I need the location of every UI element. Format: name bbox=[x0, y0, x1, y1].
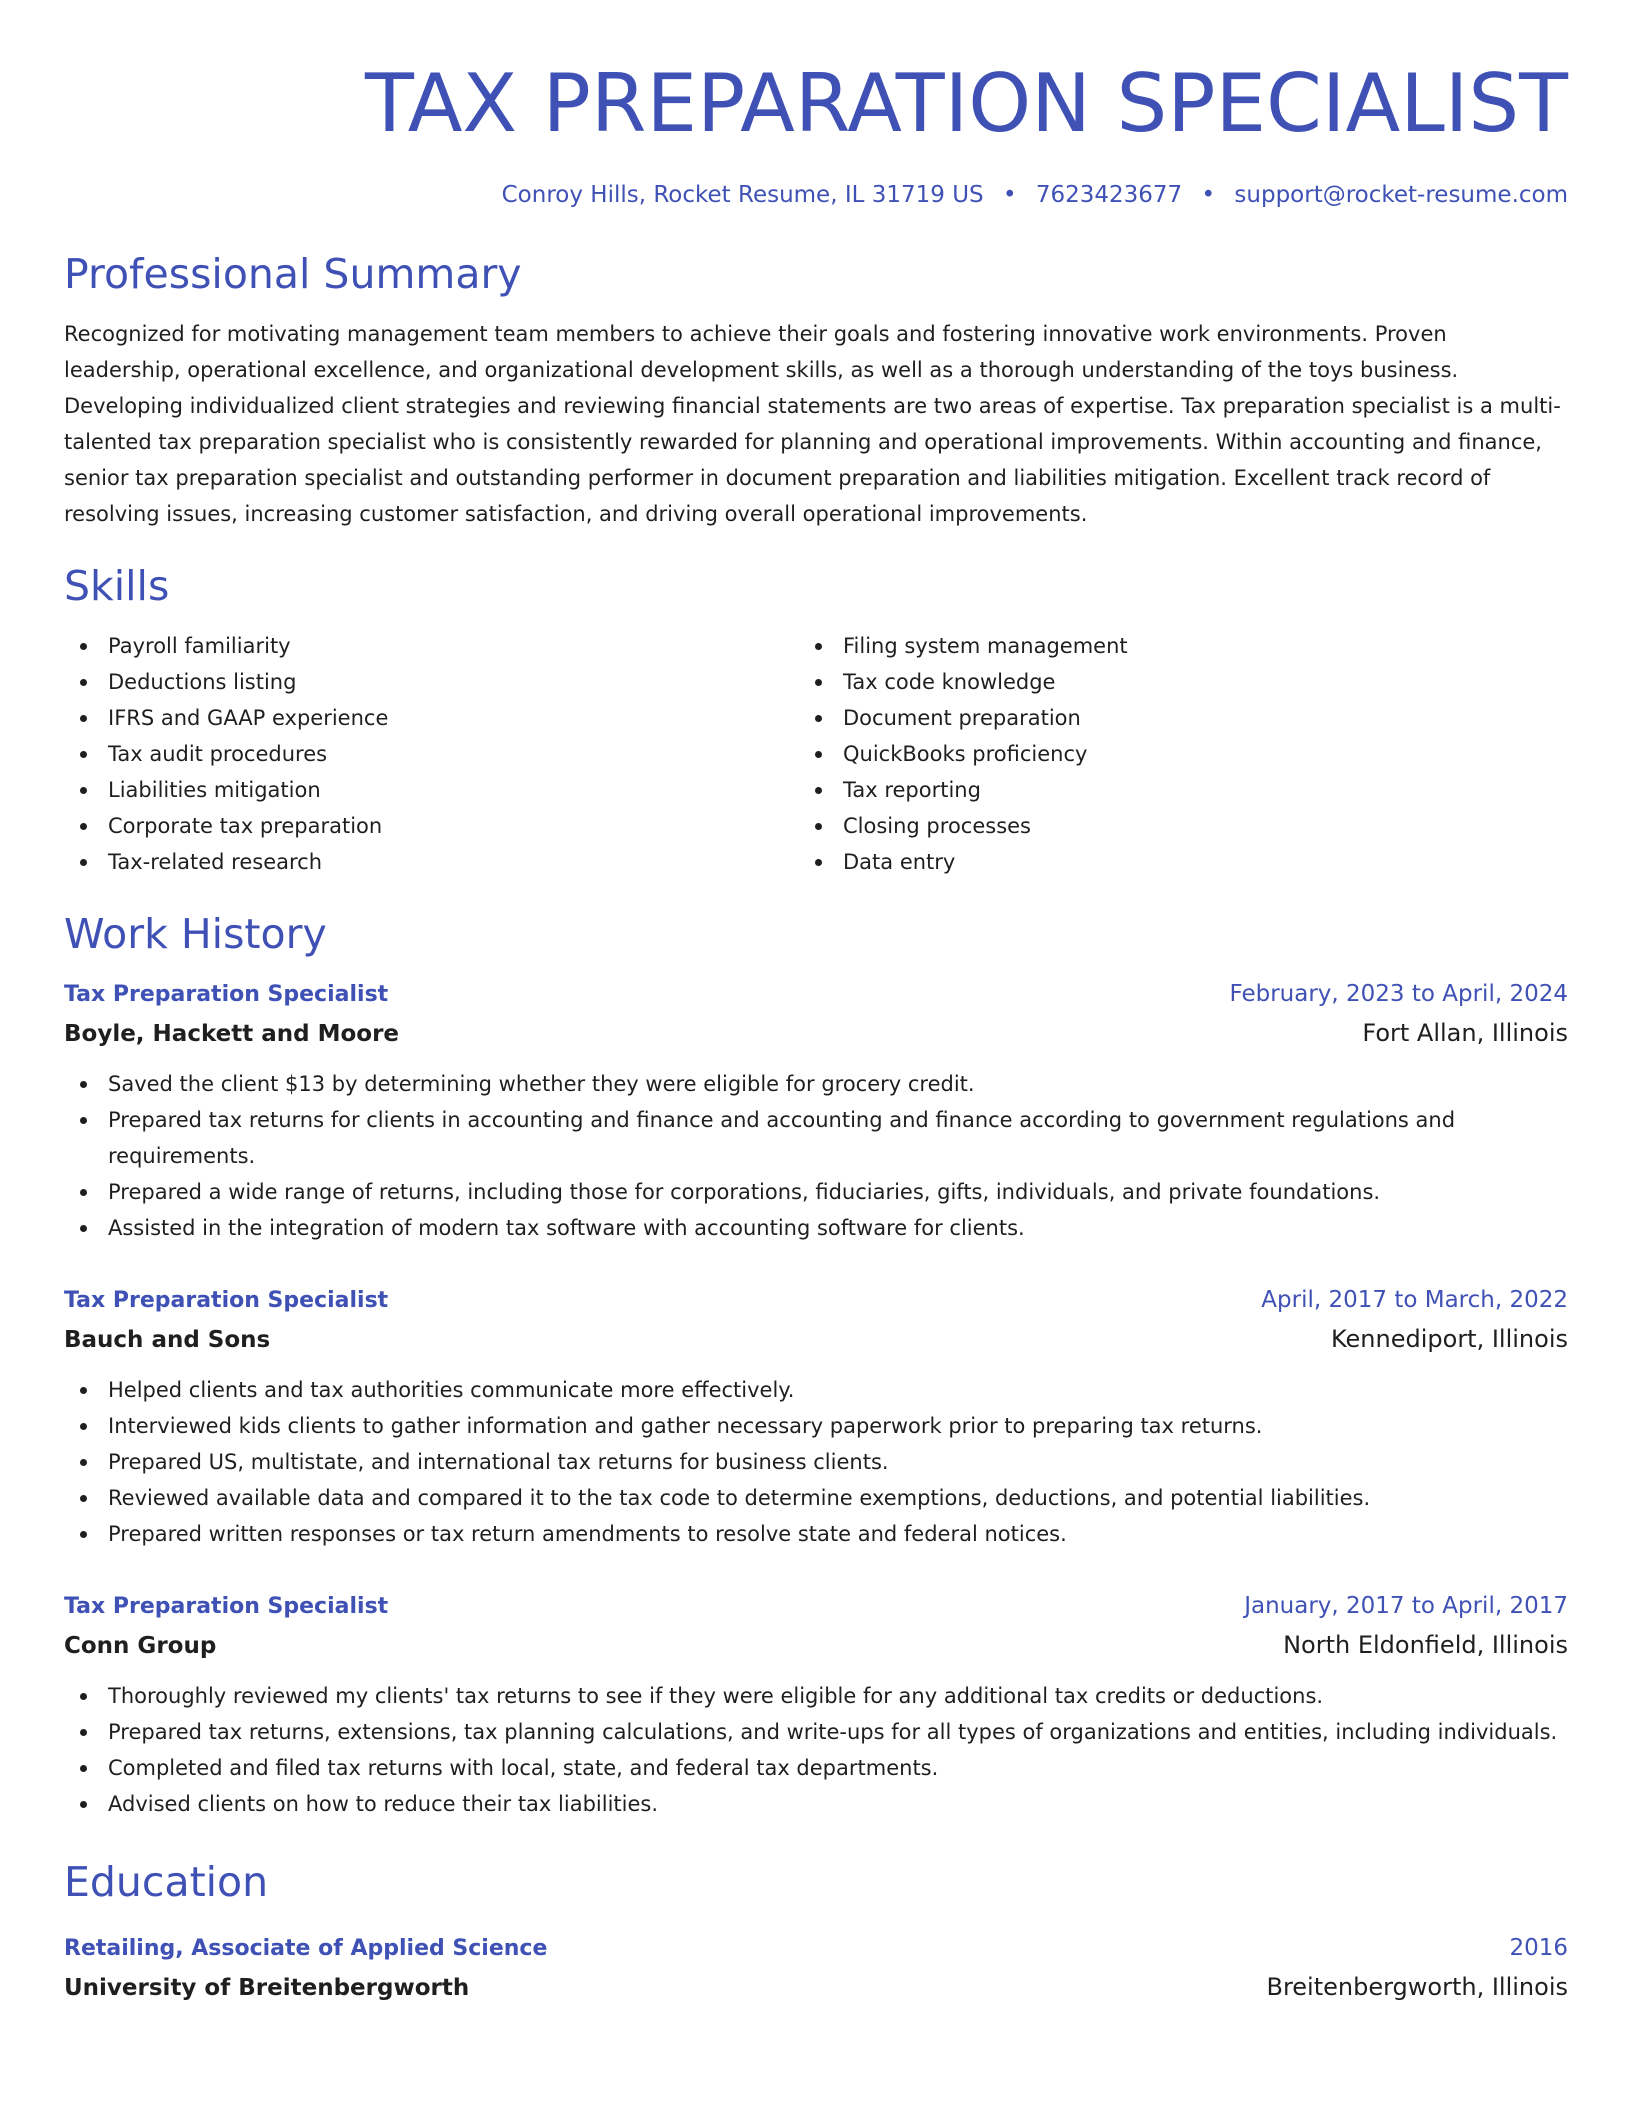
skill-item: Payroll familiarity bbox=[64, 628, 799, 664]
skill-item: IFRS and GAAP experience bbox=[64, 700, 799, 736]
section-title-work-history: Work History bbox=[64, 910, 327, 958]
job-location: North Eldonfield, Illinois bbox=[1283, 1631, 1568, 1659]
education-school-row bbox=[64, 1967, 1568, 2008]
job-bullet: Prepared written responses or tax return amendments to resolve state and federal notices. bbox=[64, 1516, 1568, 1552]
education-location: Breitenbergworth, Illinois bbox=[1266, 1973, 1568, 2001]
job-bullets bbox=[64, 1066, 1568, 1246]
education-year: 2016 bbox=[1509, 1935, 1568, 1961]
job-title-row bbox=[64, 976, 1568, 1013]
job-company: Conn Group bbox=[64, 1633, 217, 1659]
job-entry bbox=[64, 976, 1568, 1246]
job-company: Bauch and Sons bbox=[64, 1327, 271, 1353]
skills-section bbox=[64, 560, 1568, 880]
job-dates: April, 2017 to March, 2022 bbox=[1261, 1287, 1568, 1313]
job-company-row bbox=[64, 1319, 1568, 1360]
skill-item: Tax code knowledge bbox=[799, 664, 1534, 700]
skills-column-left bbox=[64, 628, 799, 880]
skill-item: Deductions listing bbox=[64, 664, 799, 700]
skill-item: Tax reporting bbox=[799, 772, 1534, 808]
education-school: University of Breitenbergworth bbox=[64, 1975, 470, 2001]
job-bullet: Completed and filed tax returns with local, state, and federal tax departments. bbox=[64, 1750, 1568, 1786]
job-bullet: Prepared tax returns for clients in accounting and finance and accounting and finance according to government regulations and requirements. bbox=[64, 1102, 1568, 1174]
job-bullet: Prepared tax returns, extensions, tax planning calculations, and write-ups for all types of organizations and entities, including individuals. bbox=[64, 1714, 1568, 1750]
contact-email: support@rocket-resume.com bbox=[1234, 182, 1568, 208]
job-title-row bbox=[64, 1282, 1568, 1319]
skill-item: Data entry bbox=[799, 844, 1534, 880]
skill-item: Tax-related research bbox=[64, 844, 799, 880]
education-degree-row bbox=[64, 1930, 1568, 1967]
resume-header bbox=[64, 58, 1568, 210]
job-bullets bbox=[64, 1372, 1568, 1552]
education-degree: Retailing, Associate of Applied Science bbox=[64, 1936, 548, 1961]
section-title-skills: Skills bbox=[64, 562, 170, 610]
job-bullets bbox=[64, 1678, 1568, 1822]
education-section bbox=[64, 1856, 1568, 2008]
contact-separator: • bbox=[1002, 182, 1017, 208]
job-entry bbox=[64, 1282, 1568, 1552]
job-dates: February, 2023 to April, 2024 bbox=[1229, 981, 1568, 1007]
job-company-row bbox=[64, 1625, 1568, 1666]
contact-separator: • bbox=[1201, 182, 1216, 208]
job-bullet: Prepared US, multistate, and international tax returns for business clients. bbox=[64, 1444, 1568, 1480]
job-company-row bbox=[64, 1013, 1568, 1054]
job-location: Fort Allan, Illinois bbox=[1362, 1019, 1568, 1047]
work-history-section bbox=[64, 908, 1568, 1822]
skill-item: Closing processes bbox=[799, 808, 1534, 844]
job-dates: January, 2017 to April, 2017 bbox=[1244, 1593, 1568, 1619]
job-bullet: Reviewed available data and compared it to the tax code to determine exemptions, deductions, and potential liabilities. bbox=[64, 1480, 1568, 1516]
skill-item: Filing system management bbox=[799, 628, 1534, 664]
job-bullet: Assisted in the integration of modern tax software with accounting software for clients. bbox=[64, 1210, 1568, 1246]
skill-item: Liabilities mitigation bbox=[64, 772, 799, 808]
job-bullet: Advised clients on how to reduce their tax liabilities. bbox=[64, 1786, 1568, 1822]
job-title: Tax Preparation Specialist bbox=[64, 1288, 389, 1313]
job-title-row bbox=[64, 1588, 1568, 1625]
contact-line bbox=[64, 180, 1568, 210]
skills-grid bbox=[64, 628, 1568, 880]
job-location: Kennediport, Illinois bbox=[1331, 1325, 1568, 1353]
skills-column-right bbox=[799, 628, 1534, 880]
job-bullet: Interviewed kids clients to gather information and gather necessary paperwork prior to preparing tax returns. bbox=[64, 1408, 1568, 1444]
skill-item: Document preparation bbox=[799, 700, 1534, 736]
job-title: Tax Preparation Specialist bbox=[64, 982, 389, 1007]
job-bullet: Prepared a wide range of returns, including those for corporations, fiduciaries, gifts, individuals, and private foundations. bbox=[64, 1174, 1568, 1210]
job-company: Boyle, Hackett and Moore bbox=[64, 1021, 400, 1047]
job-bullet: Thoroughly reviewed my clients' tax returns to see if they were eligible for any additional tax credits or deductions. bbox=[64, 1678, 1568, 1714]
contact-address: Conroy Hills, Rocket Resume, IL 31719 US bbox=[501, 182, 984, 208]
job-bullet: Helped clients and tax authorities communicate more effectively. bbox=[64, 1372, 1568, 1408]
resume-title: TAX PREPARATION SPECIALIST bbox=[365, 57, 1568, 150]
summary-text: Recognized for motivating management team members to achieve their goals and fostering innovative work environments. Proven leadership, operational excellence, and organizational development skills, as well as a thorough understanding of the toys business. Developing individualized client strategies and reviewing financial statements are two areas of expertise. Tax preparation specialist is a multi-talented tax preparation specialist who is consistently rewarded for planning and operational improvements. Within accounting and finance, senior tax preparation specialist and outstanding performer in document preparation and liabilities mitigation. Excellent track record of resolving issues, increasing customer satisfaction, and driving overall operational improvements. bbox=[64, 322, 1561, 526]
job-entry bbox=[64, 1588, 1568, 1822]
contact-phone: 7623423677 bbox=[1035, 182, 1183, 208]
skill-item: Tax audit procedures bbox=[64, 736, 799, 772]
education-entry bbox=[64, 1930, 1568, 2008]
section-title-education: Education bbox=[64, 1858, 269, 1906]
skill-item: Corporate tax preparation bbox=[64, 808, 799, 844]
skill-item: QuickBooks proficiency bbox=[799, 736, 1534, 772]
section-title-summary: Professional Summary bbox=[64, 250, 522, 298]
job-title: Tax Preparation Specialist bbox=[64, 1594, 389, 1619]
job-bullet: Saved the client $13 by determining whether they were eligible for grocery credit. bbox=[64, 1066, 1568, 1102]
summary-section bbox=[64, 248, 1568, 532]
